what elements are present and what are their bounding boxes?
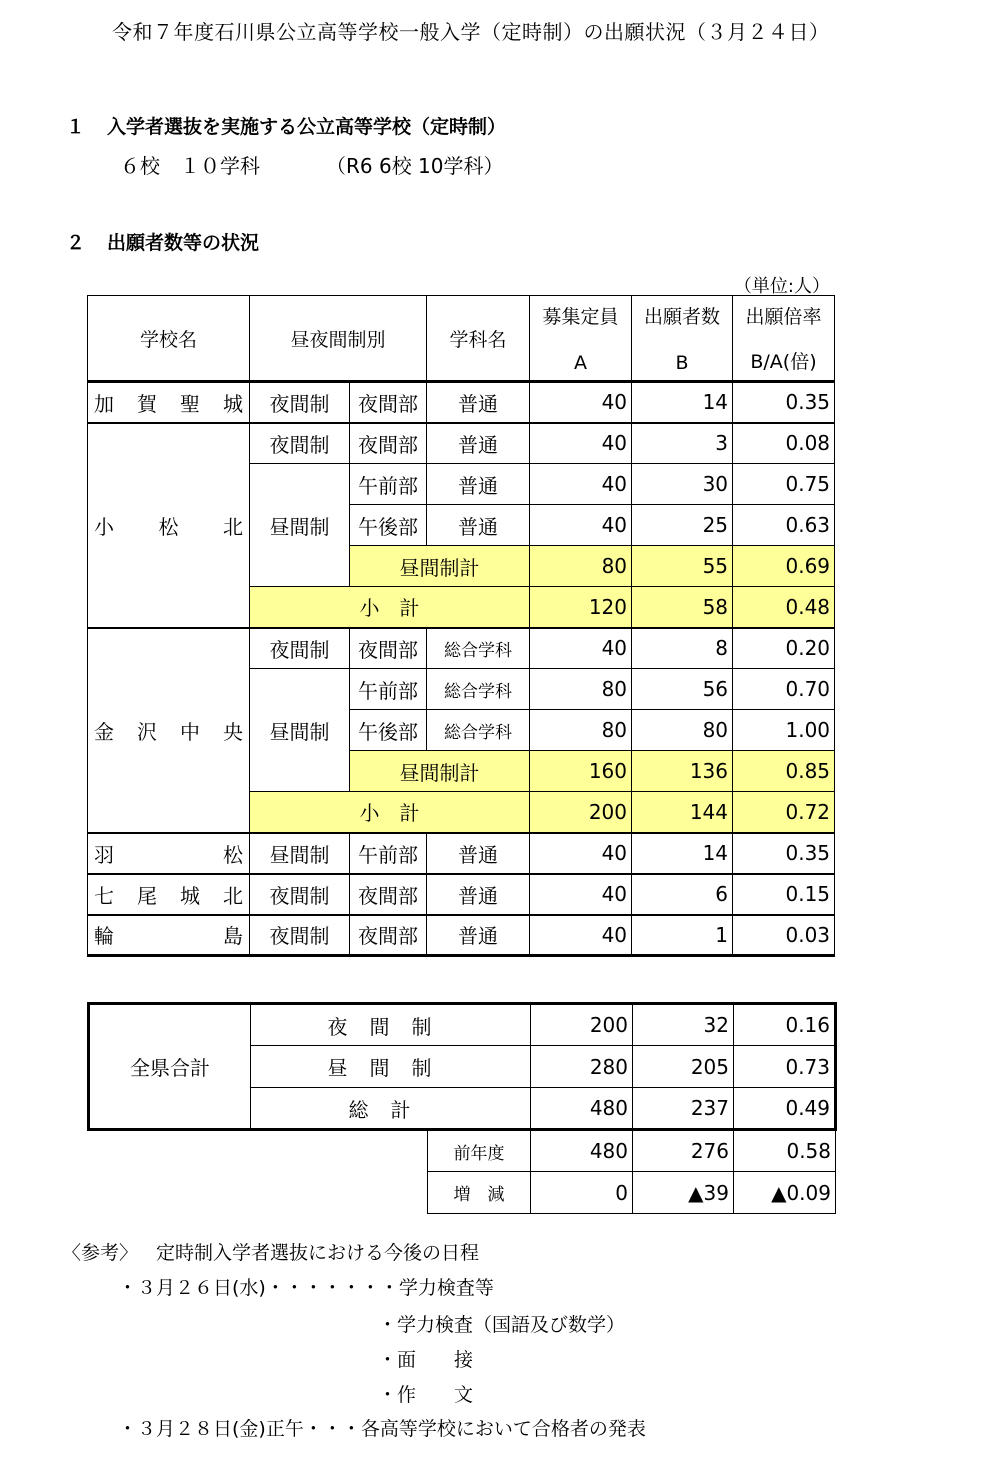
prefecture-total-label: 全県合計 <box>89 1004 251 1130</box>
division-cell: 夜間部 <box>350 423 427 464</box>
ratio-cell: 0.75 <box>733 464 835 505</box>
division-cell: 午前部 <box>350 833 427 874</box>
capacity-cell: 160 <box>530 751 632 792</box>
division-cell: 夜間部 <box>350 382 427 423</box>
school-char: 小 <box>94 514 114 539</box>
header-capacity-label: 募集定員 <box>542 306 619 328</box>
capacity-cell: 200 <box>530 792 632 833</box>
applicants-cell: ▲39 <box>633 1172 734 1214</box>
ratio-cell: ▲0.09 <box>734 1172 836 1214</box>
capacity-cell: 80 <box>530 710 632 751</box>
ratio-cell: 0.48 <box>733 587 835 628</box>
school-char: 松 <box>158 514 179 539</box>
header-applicants <box>632 296 733 382</box>
capacity-cell: 480 <box>531 1088 633 1130</box>
division-cell: 夜間部 <box>350 915 427 956</box>
school-name <box>88 915 250 956</box>
table-row <box>88 423 835 464</box>
system-cell: 夜間制 <box>250 423 350 464</box>
school-char: 羽 <box>94 842 114 867</box>
schedule-exam-item: ・学力検査（国語及び数学） <box>378 1314 626 1336</box>
applicants-cell: 205 <box>633 1046 734 1088</box>
division-cell: 午後部 <box>350 710 427 751</box>
applicants-cell: 58 <box>632 587 733 628</box>
capacity-cell: 280 <box>531 1046 633 1088</box>
system-cell: 夜間制 <box>250 628 350 669</box>
system-cell: 昼間制 <box>250 464 350 587</box>
system-cell: 昼間制 <box>250 669 350 792</box>
ratio-cell: 0.49 <box>734 1088 836 1130</box>
applicants-cell: 32 <box>633 1004 734 1046</box>
applicants-cell: 237 <box>633 1088 734 1130</box>
total-row-label <box>251 1088 531 1130</box>
total-row <box>89 1004 836 1046</box>
difference-label: 増 減 <box>428 1172 531 1214</box>
schedule-announcement-date: ・３月２８日(金)正午・・・各高等学校において合格者の発表 <box>118 1418 646 1440</box>
school-subtotal-label: 小 計 <box>250 587 530 628</box>
system-cell: 昼間制 <box>250 833 350 874</box>
applicants-cell: 136 <box>632 751 733 792</box>
header-dept: 学科名 <box>427 296 530 382</box>
system-cell: 夜間制 <box>250 915 350 956</box>
page-title: 令和７年度石川県公立高等学校一般入学（定時制）の出願状況（３月２４日） <box>112 20 830 44</box>
dept-cell: 普通 <box>427 382 530 423</box>
capacity-cell: 80 <box>530 669 632 710</box>
ratio-cell: 0.08 <box>733 423 835 464</box>
difference-row <box>89 1172 836 1214</box>
school-char: 賀 <box>137 391 157 416</box>
applicants-cell: 6 <box>632 874 733 915</box>
applicants-cell: 8 <box>632 628 733 669</box>
applicants-cell: 144 <box>632 792 733 833</box>
dept-cell: 普通 <box>427 423 530 464</box>
capacity-cell: 40 <box>530 833 632 874</box>
school-char: 七 <box>94 883 114 908</box>
capacity-cell: 40 <box>530 915 632 956</box>
table-row <box>88 833 835 874</box>
school-char: 金 <box>94 719 114 744</box>
header-capacity <box>530 296 632 382</box>
applications-table <box>87 295 835 957</box>
reference-heading <box>62 1238 479 1265</box>
ratio-cell: 0.16 <box>734 1004 836 1046</box>
school-name <box>88 874 250 915</box>
ratio-cell: 0.85 <box>733 751 835 792</box>
school-name <box>88 833 250 874</box>
header-applicants-label: 出願者数 <box>644 306 721 328</box>
prefecture-total-table <box>87 1002 837 1214</box>
ratio-cell: 0.58 <box>734 1130 836 1172</box>
school-char: 尾 <box>137 883 157 908</box>
header-system: 昼夜間制別 <box>250 296 427 382</box>
system-cell: 夜間制 <box>250 382 350 423</box>
school-name <box>88 382 250 423</box>
capacity-cell: 480 <box>531 1130 633 1172</box>
ratio-cell: 0.35 <box>733 833 835 874</box>
section-2-heading <box>66 228 259 255</box>
reference-title: 定時制入学者選抜における今後の日程 <box>156 1242 480 1264</box>
total-row-label-text: 昼間制 <box>327 1056 454 1080</box>
capacity-cell: 40 <box>530 464 632 505</box>
school-subtotal-label: 小 計 <box>250 792 530 833</box>
dept-cell: 普通 <box>427 874 530 915</box>
header-applicants-sub: B <box>675 352 689 374</box>
reference-label: 〈参考〉 <box>62 1242 139 1264</box>
applicants-cell: 1 <box>632 915 733 956</box>
ratio-cell: 1.00 <box>733 710 835 751</box>
total-row-label <box>251 1004 531 1046</box>
section-2-number: ２ <box>66 232 86 254</box>
daytime-subtotal-label: 昼間制計 <box>350 546 530 587</box>
system-cell: 夜間制 <box>250 874 350 915</box>
school-char: 聖 <box>180 391 200 416</box>
header-capacity-sub: A <box>574 352 588 374</box>
dept-cell: 普通 <box>427 915 530 956</box>
table-row <box>88 382 835 423</box>
school-char: 北 <box>223 514 243 539</box>
school-char: 島 <box>223 924 243 949</box>
unit-label: （単位:人） <box>733 276 830 297</box>
section-1-title: 入学者選抜を実施する公立高等学校（定時制） <box>107 116 507 138</box>
section-1-detail <box>120 150 504 179</box>
ratio-cell: 0.73 <box>734 1046 836 1088</box>
capacity-cell: 40 <box>530 382 632 423</box>
schedule-interview-item: ・面 接 <box>378 1349 474 1371</box>
school-char: 沢 <box>137 719 157 744</box>
table-header-row <box>88 296 835 382</box>
division-cell: 夜間部 <box>350 874 427 915</box>
table-row <box>88 874 835 915</box>
schedule-exam-date: ・３月２６日(水)・・・・・・・学力検査等 <box>118 1277 494 1299</box>
applicants-cell: 14 <box>632 382 733 423</box>
header-school: 学校名 <box>88 296 250 382</box>
header-ratio-sub: B/A(倍) <box>750 351 817 373</box>
applicants-cell: 80 <box>632 710 733 751</box>
applicants-cell: 56 <box>632 669 733 710</box>
ratio-cell: 0.63 <box>733 505 835 546</box>
dept-cell: 普通 <box>427 464 530 505</box>
header-ratio <box>733 296 835 382</box>
previous-year-label: 前年度 <box>428 1130 531 1172</box>
capacity-cell: 0 <box>531 1172 633 1214</box>
total-row-label <box>251 1046 531 1088</box>
school-char: 加 <box>94 391 114 416</box>
applicants-cell: 276 <box>633 1130 734 1172</box>
applicants-cell: 3 <box>632 423 733 464</box>
ratio-cell: 0.72 <box>733 792 835 833</box>
dept-cell: 総合学科 <box>427 710 530 751</box>
capacity-cell: 40 <box>530 628 632 669</box>
capacity-cell: 40 <box>530 423 632 464</box>
ratio-cell: 0.03 <box>733 915 835 956</box>
dept-cell: 総合学科 <box>427 628 530 669</box>
capacity-cell: 120 <box>530 587 632 628</box>
school-name <box>88 423 250 628</box>
applicants-cell: 25 <box>632 505 733 546</box>
division-cell: 午前部 <box>350 464 427 505</box>
schedule-essay-item: ・作 文 <box>378 1384 474 1406</box>
school-char: 松 <box>223 842 243 867</box>
previous-year-row <box>89 1130 836 1172</box>
school-name <box>88 628 250 833</box>
applicants-cell: 55 <box>632 546 733 587</box>
total-row-label-text: 夜間制 <box>327 1014 454 1039</box>
ratio-cell: 0.15 <box>733 874 835 915</box>
dept-cell: 普通 <box>427 505 530 546</box>
capacity-cell: 40 <box>530 874 632 915</box>
ratio-cell: 0.70 <box>733 669 835 710</box>
school-char: 城 <box>180 883 200 908</box>
dept-cell: 普通 <box>427 833 530 874</box>
table-row <box>88 915 835 956</box>
ratio-cell: 0.69 <box>733 546 835 587</box>
header-ratio-label: 出願倍率 <box>745 306 822 328</box>
section-1-number: １ <box>66 116 86 138</box>
ratio-cell: 0.35 <box>733 382 835 423</box>
school-char: 北 <box>223 883 243 908</box>
division-cell: 夜間部 <box>350 628 427 669</box>
total-row-label-text: 総計 <box>348 1097 433 1122</box>
school-char: 央 <box>223 719 243 744</box>
division-cell: 午後部 <box>350 505 427 546</box>
school-count: ６校 １０学科 <box>120 154 260 178</box>
dept-cell: 総合学科 <box>427 669 530 710</box>
division-cell: 午前部 <box>350 669 427 710</box>
school-char: 中 <box>180 719 200 744</box>
applicants-cell: 30 <box>632 464 733 505</box>
ratio-cell: 0.20 <box>733 628 835 669</box>
previous-year-count: （R6 6校 10学科） <box>326 154 504 178</box>
capacity-cell: 40 <box>530 505 632 546</box>
table-row <box>88 628 835 669</box>
school-char: 輪 <box>94 924 114 949</box>
section-2-title: 出願者数等の状況 <box>107 232 260 254</box>
capacity-cell: 200 <box>531 1004 633 1046</box>
school-char: 城 <box>223 391 243 416</box>
daytime-subtotal-label: 昼間制計 <box>350 751 530 792</box>
applicants-cell: 14 <box>632 833 733 874</box>
capacity-cell: 80 <box>530 546 632 587</box>
section-1-heading <box>66 112 506 139</box>
